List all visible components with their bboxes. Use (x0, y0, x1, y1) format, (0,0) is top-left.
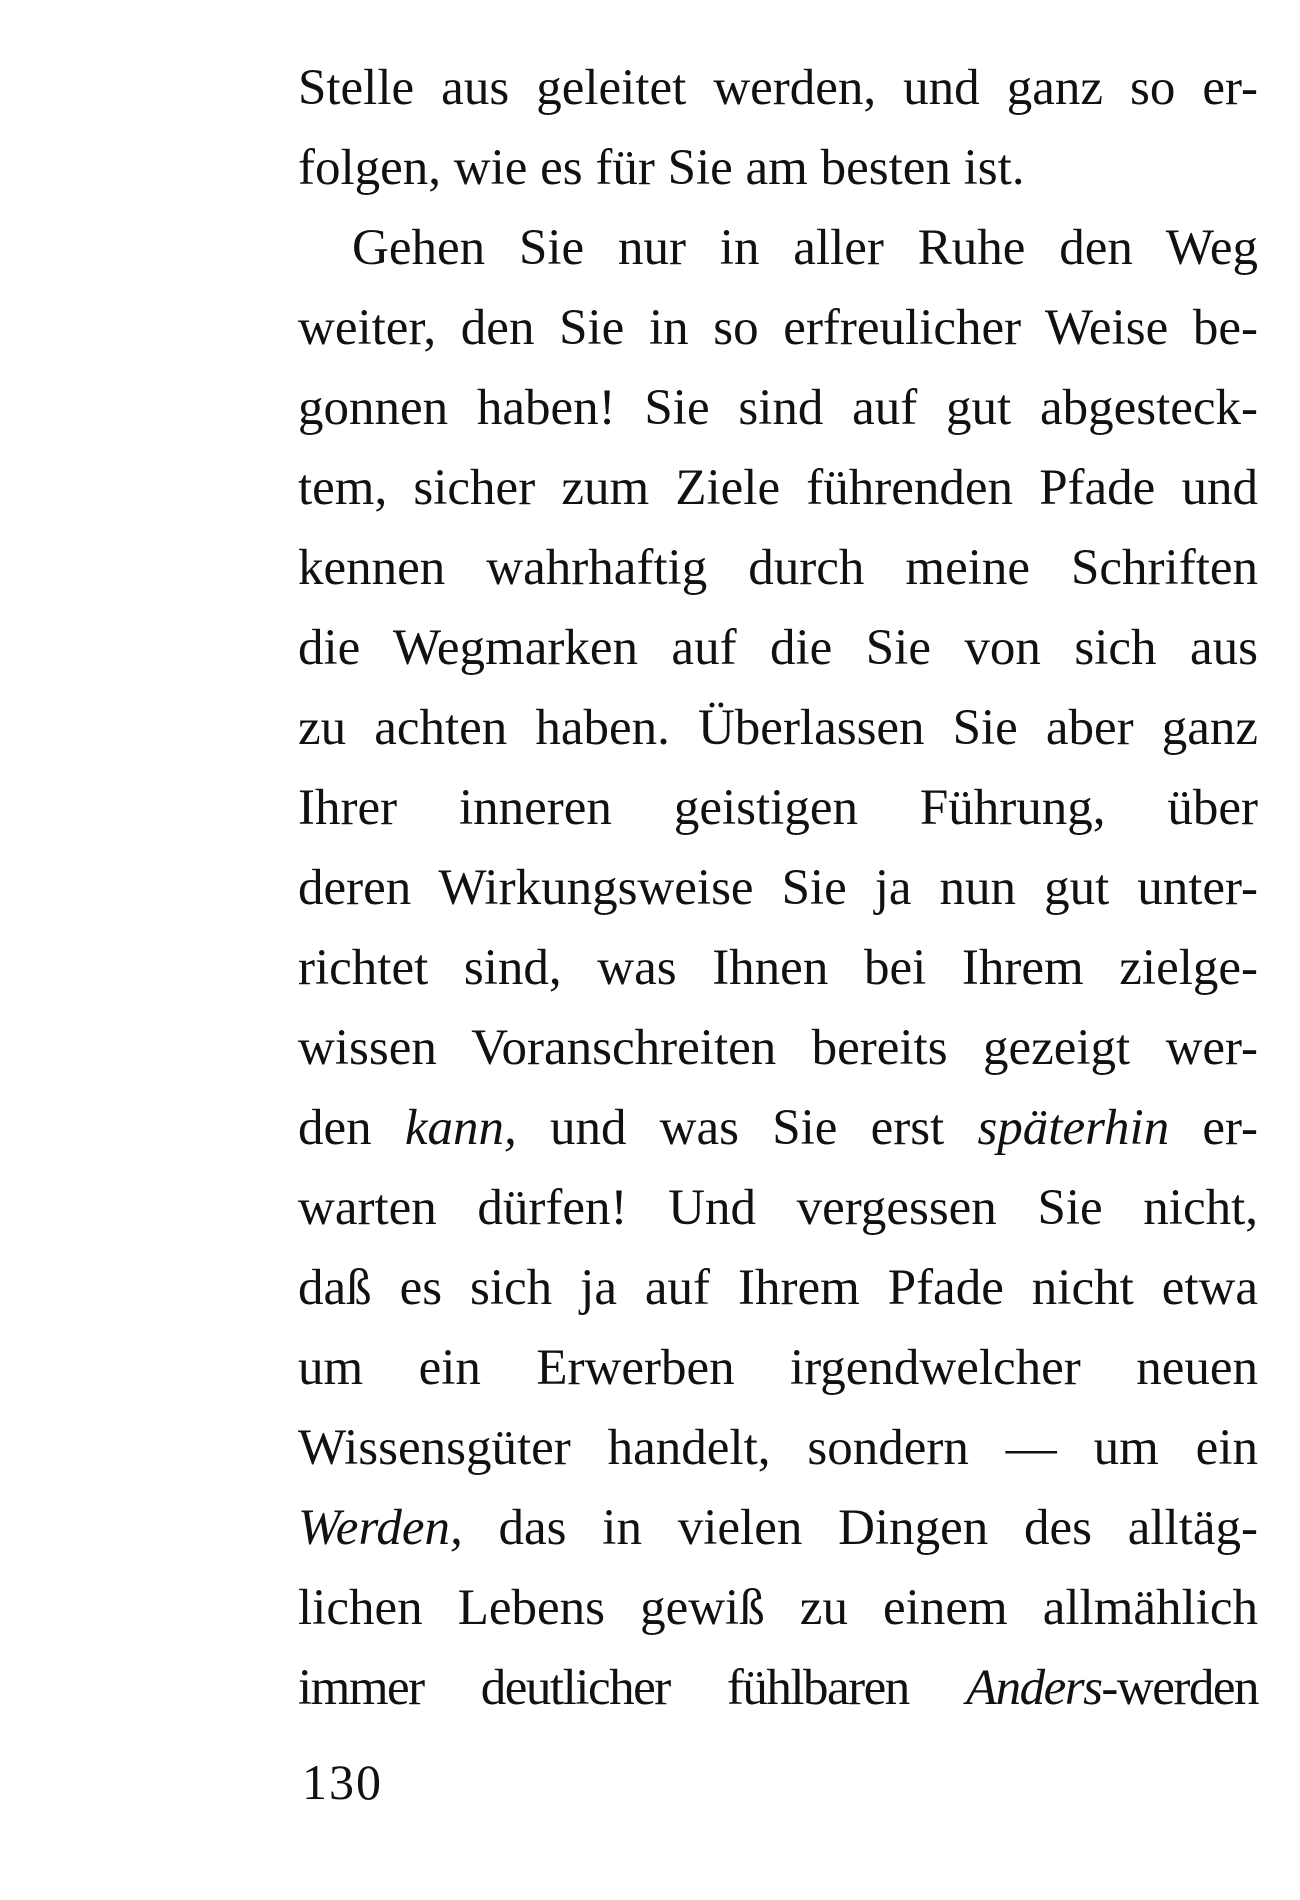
text-segment: richtet sind, was Ihnen bei Ihrem zielge- (298, 940, 1258, 996)
emphasized-text: Anders (965, 1660, 1102, 1716)
text-line (298, 688, 1258, 768)
text-line (298, 208, 1258, 288)
body-text (298, 48, 1258, 1728)
emphasized-text: späterhin (977, 1100, 1170, 1156)
text-segment: -werden (1101, 1660, 1258, 1716)
text-segment: Gehen Sie nur in aller Ruhe den Weg (352, 220, 1258, 276)
text-segment: den (298, 1100, 405, 1156)
text-segment: immer deutlicher fühlbaren (298, 1660, 966, 1716)
text-line (298, 368, 1258, 448)
text-segment: deren Wirkungsweise Sie ja nun gut unter- (298, 860, 1258, 916)
text-line (298, 1248, 1258, 1328)
text-segment: lichen Lebens gewiß zu einem allmählich (298, 1580, 1258, 1636)
text-segment: um ein Erwerben irgendwelcher neuen (298, 1340, 1258, 1396)
text-line (298, 848, 1258, 928)
text-segment: zu achten haben. Überlassen Sie aber ganz (298, 700, 1258, 756)
text-segment: folgen, wie es für Sie am besten ist. (298, 140, 1025, 196)
text-segment: Wissensgüter handelt, sondern — um ein (298, 1420, 1258, 1476)
text-segment: tem, sicher zum Ziele führenden Pfade und (298, 460, 1258, 516)
text-line (298, 608, 1258, 688)
text-line (298, 1648, 1258, 1728)
text-line (298, 768, 1258, 848)
text-segment: warten dürfen! Und vergessen Sie nicht, (298, 1180, 1258, 1236)
text-segment: Stelle aus geleitet werden, und ganz so er- (298, 60, 1258, 116)
text-line (298, 1088, 1258, 1168)
text-line (298, 128, 1258, 208)
text-segment: er- (1169, 1100, 1258, 1156)
text-line (298, 448, 1258, 528)
text-segment: Ihrer inneren geistigen Führung, über (298, 780, 1258, 836)
page-number: 130 (302, 1754, 383, 1810)
text-segment: daß es sich ja auf Ihrem Pfade nicht etwa (298, 1260, 1258, 1316)
text-segment: wissen Voranschreiten bereits gezeigt wer- (298, 1020, 1258, 1076)
text-line (298, 1488, 1258, 1568)
text-line (298, 528, 1258, 608)
text-segment: gonnen haben! Sie sind auf gut abgesteck- (298, 380, 1258, 436)
text-line (298, 1328, 1258, 1408)
text-segment: kennen wahrhaftig durch meine Schriften (298, 540, 1258, 596)
text-segment: die Wegmarken auf die Sie von sich aus (298, 620, 1258, 676)
emphasized-text: kann, (404, 1100, 517, 1156)
text-line (298, 1168, 1258, 1248)
text-line (298, 48, 1258, 128)
text-line (298, 1008, 1258, 1088)
text-segment: das in vielen Dingen des alltäg- (462, 1500, 1258, 1556)
text-line (298, 288, 1258, 368)
text-line (298, 1568, 1258, 1648)
text-segment: und was Sie erst (516, 1100, 978, 1156)
text-segment: weiter, den Sie in so erfreulicher Weise be- (298, 300, 1258, 356)
text-line (298, 1408, 1258, 1488)
text-line (298, 928, 1258, 1008)
emphasized-text: Werden, (298, 1500, 463, 1556)
